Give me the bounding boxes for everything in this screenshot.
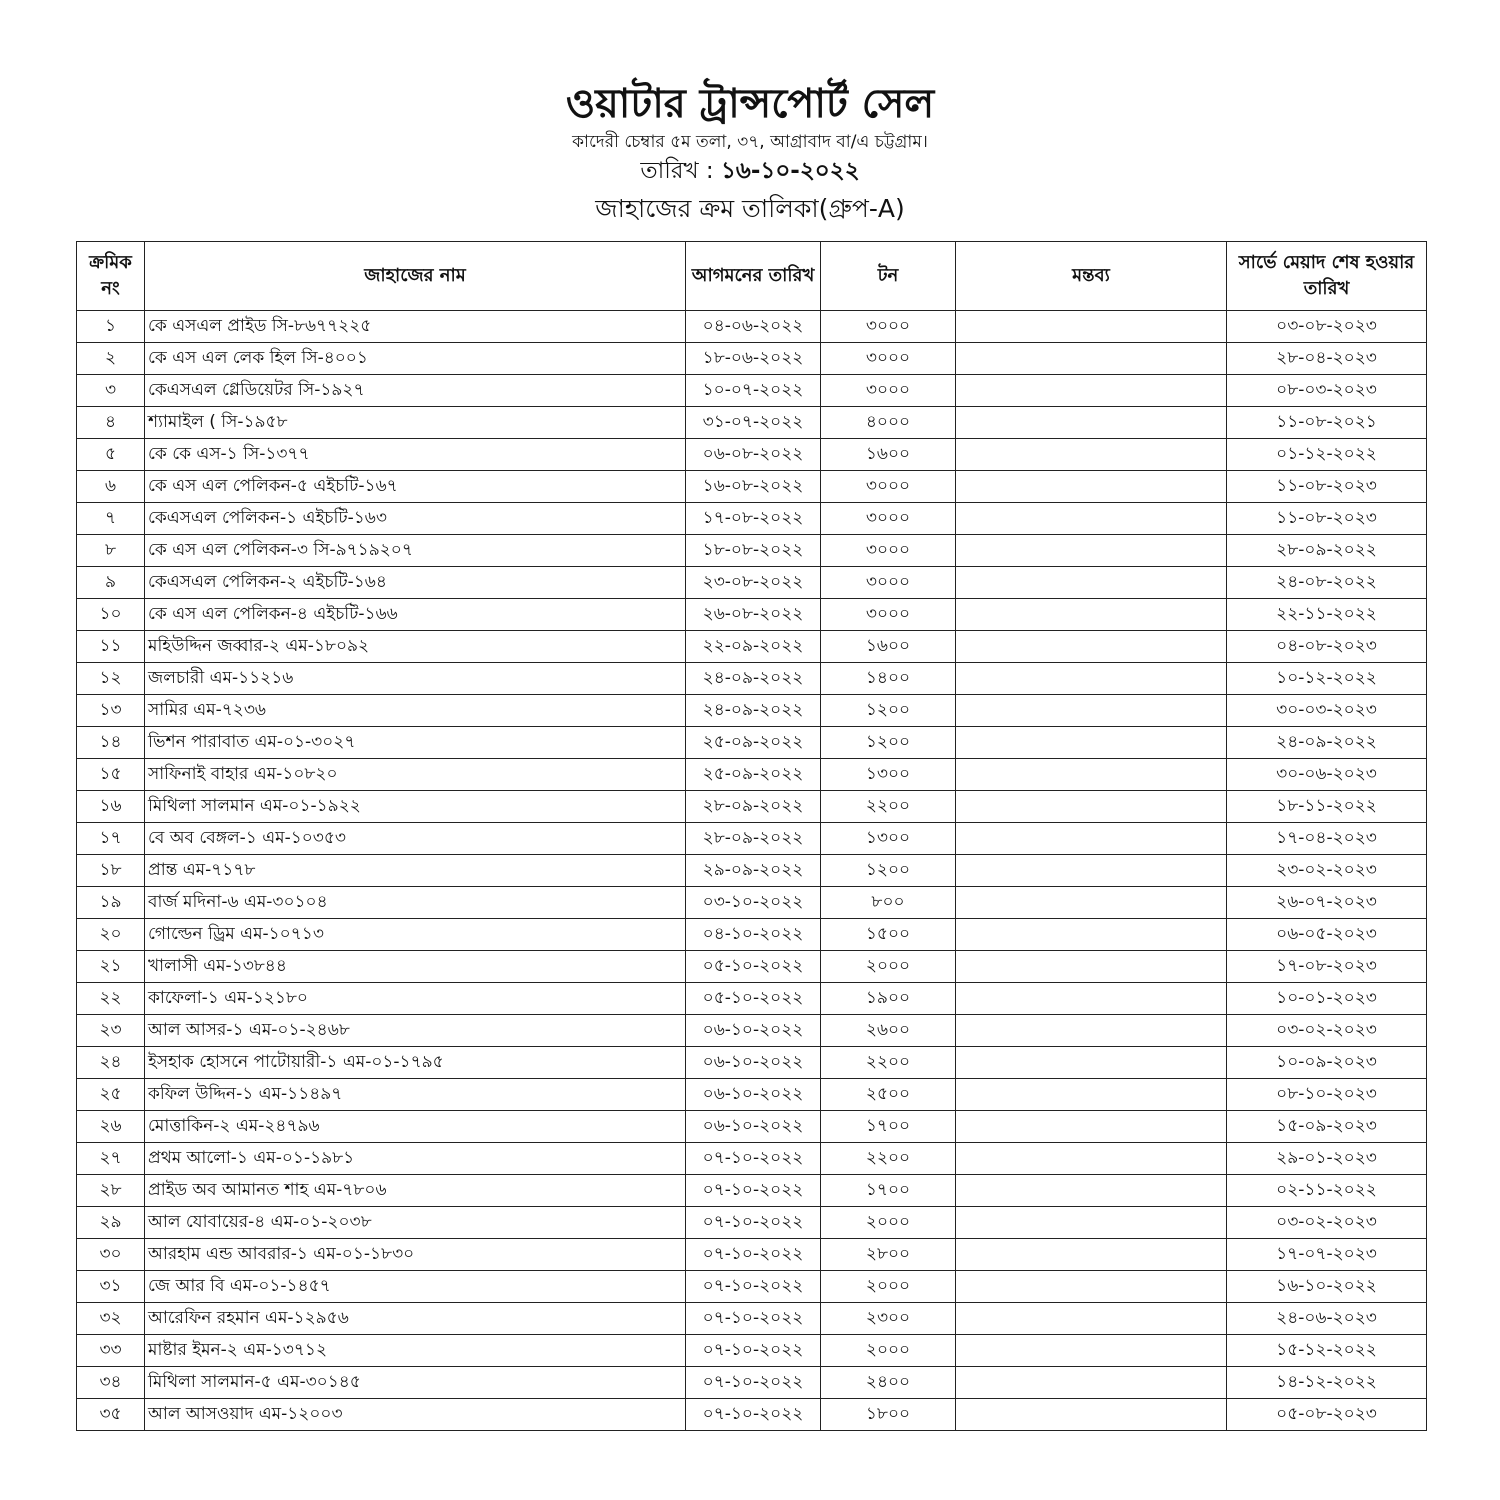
arrival-date-cell: ২৮-০৯-২০২২ [686,791,821,823]
table-row [77,535,1427,567]
arrival-date-cell: ০৭-১০-২০২২ [686,1143,821,1175]
survey-expiry-cell: ২৯-০১-২০২৩ [1227,1143,1427,1175]
ship-name-cell: কে এস এল পেলিকন-৫ এইচটি-১৬৭ [145,471,686,503]
ship-name-cell: কে কে এস-১ সি-১৩৭৭ [145,439,686,471]
serial-cell: ২৬ [77,1111,145,1143]
ship-name-cell: সামির এম-৭২৩৬ [145,695,686,727]
arrival-date-cell: ২৫-০৯-২০২২ [686,759,821,791]
serial-cell: ২২ [77,983,145,1015]
arrival-date-cell: ০৭-১০-২০২২ [686,1271,821,1303]
ship-name-cell: আল যোবায়ের-৪ এম-০১-২০৩৮ [145,1207,686,1239]
table-row [77,855,1427,887]
ship-name-cell: কেএসএল গ্লেডিয়েটর সি-১৯২৭ [145,375,686,407]
ton-cell: ১৮০০ [821,1399,956,1431]
arrival-date-cell: ০৭-১০-২০২২ [686,1303,821,1335]
column-header-arrival-date: আগমনের তারিখ [686,242,821,311]
column-header-survey-expiry: সার্ভে মেয়াদ শেষ হওয়ার তারিখ [1227,242,1427,311]
survey-expiry-cell: ১৬-১০-২০২২ [1227,1271,1427,1303]
remarks-cell [956,695,1227,727]
ship-name-cell: প্রান্ত এম-৭১৭৮ [145,855,686,887]
table-row [77,1399,1427,1431]
serial-cell: ৩৩ [77,1335,145,1367]
arrival-date-cell: ০৭-১০-২০২২ [686,1335,821,1367]
ton-cell: ২২০০ [821,1143,956,1175]
table-row [77,1367,1427,1399]
ton-cell: ১৬০০ [821,439,956,471]
ton-cell: ২৩০০ [821,1303,956,1335]
survey-expiry-cell: ১১-০৮-২০২৩ [1227,471,1427,503]
ton-cell: ৪০০০ [821,407,956,439]
ship-name-cell: মিথিলা সালমান-৫ এম-৩০১৪৫ [145,1367,686,1399]
serial-cell: ১ [77,311,145,343]
survey-expiry-cell: ১০-০১-২০২৩ [1227,983,1427,1015]
arrival-date-cell: ০৭-১০-২০২২ [686,1207,821,1239]
ship-name-cell: মহিউদ্দিন জব্বার-২ এম-১৮০৯২ [145,631,686,663]
remarks-cell [956,503,1227,535]
ship-name-cell: সাফিনাই বাহার এম-১০৮২০ [145,759,686,791]
remarks-cell [956,1015,1227,1047]
ton-cell: ৩০০০ [821,503,956,535]
arrival-date-cell: ১৭-০৮-২০২২ [686,503,821,535]
ton-cell: ১৫০০ [821,919,956,951]
ton-cell: ৩০০০ [821,535,956,567]
ton-cell: ১৩০০ [821,823,956,855]
table-row [77,1335,1427,1367]
remarks-cell [956,471,1227,503]
ton-cell: ১৭০০ [821,1175,956,1207]
ton-cell: ১৪০০ [821,663,956,695]
arrival-date-cell: ০৪-০৬-২০২২ [686,311,821,343]
serial-cell: ২১ [77,951,145,983]
serial-cell: ৪ [77,407,145,439]
serial-cell: ১২ [77,663,145,695]
arrival-date-cell: ২৫-০৯-২০২২ [686,727,821,759]
serial-cell: ১৪ [77,727,145,759]
remarks-cell [956,887,1227,919]
survey-expiry-cell: ১৮-১১-২০২২ [1227,791,1427,823]
arrival-date-cell: ০৭-১০-২০২২ [686,1239,821,1271]
table-row [77,471,1427,503]
table-row [77,1079,1427,1111]
survey-expiry-cell: ০৩-০২-২০২৩ [1227,1015,1427,1047]
survey-expiry-cell: ১৭-০৮-২০২৩ [1227,951,1427,983]
remarks-cell [956,663,1227,695]
table-row [77,983,1427,1015]
remarks-cell [956,1271,1227,1303]
survey-expiry-cell: ১০-০৯-২০২৩ [1227,1047,1427,1079]
ton-cell: ১৬০০ [821,631,956,663]
remarks-cell [956,343,1227,375]
survey-expiry-cell: ১৪-১২-২০২২ [1227,1367,1427,1399]
ship-name-cell: প্রাইড অব আমানত শাহ এম-৭৮০৬ [145,1175,686,1207]
remarks-cell [956,823,1227,855]
serial-cell: ১১ [77,631,145,663]
arrival-date-cell: ৩১-০৭-২০২২ [686,407,821,439]
remarks-cell [956,791,1227,823]
table-row [77,631,1427,663]
remarks-cell [956,759,1227,791]
table-row [77,823,1427,855]
serial-cell: ১৬ [77,791,145,823]
serial-cell: ২৩ [77,1015,145,1047]
serial-cell: ২৮ [77,1175,145,1207]
remarks-cell [956,1207,1227,1239]
remarks-cell [956,951,1227,983]
ton-cell: ২২০০ [821,791,956,823]
serial-cell: ১৭ [77,823,145,855]
table-row [77,375,1427,407]
serial-cell: ২৭ [77,1143,145,1175]
remarks-cell [956,535,1227,567]
arrival-date-cell: ০৫-১০-২০২২ [686,983,821,1015]
arrival-date-cell: ০৬-১০-২০২২ [686,1111,821,1143]
ton-cell: ২০০০ [821,951,956,983]
arrival-date-cell: ২৪-০৯-২০২২ [686,695,821,727]
date-value: ১৬-১০-২০২২ [720,158,860,184]
survey-expiry-cell: ০৩-০২-২০২৩ [1227,1207,1427,1239]
arrival-date-cell: ২৪-০৯-২০২২ [686,663,821,695]
serial-cell: ৩২ [77,1303,145,1335]
remarks-cell [956,631,1227,663]
survey-expiry-cell: ৩০-০৬-২০২৩ [1227,759,1427,791]
ton-cell: ২০০০ [821,1207,956,1239]
survey-expiry-cell: ২৬-০৭-২০২৩ [1227,887,1427,919]
ton-cell: ১২০০ [821,695,956,727]
ship-name-cell: বে অব বেঙ্গল-১ এম-১০৩৫৩ [145,823,686,855]
ship-name-cell: কে এস এল পেলিকন-৪ এইচটি-১৬৬ [145,599,686,631]
column-header-ton: টন [821,242,956,311]
serial-cell: ২ [77,343,145,375]
remarks-cell [956,1143,1227,1175]
table-row [77,663,1427,695]
survey-expiry-cell: ১৫-০৯-২০২৩ [1227,1111,1427,1143]
table-row [77,1207,1427,1239]
date-label: তারিখ : [640,158,721,184]
remarks-cell [956,1335,1227,1367]
table-row [77,759,1427,791]
survey-expiry-cell: ২৮-০৪-২০২৩ [1227,343,1427,375]
ship-name-cell: ইসহাক হোসনে পাটোয়ারী-১ এম-০১-১৭৯৫ [145,1047,686,1079]
remarks-cell [956,1399,1227,1431]
table-row [77,439,1427,471]
ton-cell: ২২০০ [821,1047,956,1079]
remarks-cell [956,1111,1227,1143]
survey-expiry-cell: ০৮-০৩-২০২৩ [1227,375,1427,407]
ship-name-cell: শ্যামাইল ( সি-১৯৫৮ [145,407,686,439]
remarks-cell [956,1367,1227,1399]
ship-name-cell: কে এস এল লেক হিল সি-৪০০১ [145,343,686,375]
serial-cell: ২৫ [77,1079,145,1111]
table-row [77,791,1427,823]
serial-cell: ৯ [77,567,145,599]
survey-expiry-cell: ০৮-১০-২০২৩ [1227,1079,1427,1111]
column-header-ship-name: জাহাজের নাম [145,242,686,311]
ship-name-cell: কেএসএল পেলিকন-১ এইচটি-১৬৩ [145,503,686,535]
serial-cell: ৩৫ [77,1399,145,1431]
arrival-date-cell: ০৩-১০-২০২২ [686,887,821,919]
remarks-cell [956,1175,1227,1207]
serial-cell: ২৯ [77,1207,145,1239]
table-row [77,1271,1427,1303]
ton-cell: ২৬০০ [821,1015,956,1047]
ship-name-cell: প্রথম আলো-১ এম-০১-১৯৮১ [145,1143,686,1175]
ton-cell: ১৭০০ [821,1111,956,1143]
ship-name-cell: মিথিলা সালমান এম-০১-১৯২২ [145,791,686,823]
remarks-cell [956,983,1227,1015]
serial-cell: ৭ [77,503,145,535]
ship-list-table [76,241,1427,1431]
ship-name-cell: আল আসর-১ এম-০১-২৪৬৮ [145,1015,686,1047]
table-row [77,407,1427,439]
remarks-cell [956,1079,1227,1111]
ship-name-cell: আল আসওয়াদ এম-১২০০৩ [145,1399,686,1431]
table-row [77,343,1427,375]
remarks-cell [956,599,1227,631]
ton-cell: ৮০০ [821,887,956,919]
ship-name-cell: গোল্ডেন ড্রিম এম-১০৭১৩ [145,919,686,951]
table-row [77,695,1427,727]
ship-name-cell: মোত্তাকিন-২ এম-২৪৭৯৬ [145,1111,686,1143]
remarks-cell [956,919,1227,951]
arrival-date-cell: ২৮-০৯-২০২২ [686,823,821,855]
serial-cell: ১৮ [77,855,145,887]
table-row [77,727,1427,759]
survey-expiry-cell: ২৪-০৮-২০২২ [1227,567,1427,599]
survey-expiry-cell: ২৪-০৯-২০২২ [1227,727,1427,759]
ton-cell: ৩০০০ [821,343,956,375]
serial-cell: ৩ [77,375,145,407]
survey-expiry-cell: ০৬-০৫-২০২৩ [1227,919,1427,951]
arrival-date-cell: ০৬-০৮-২০২২ [686,439,821,471]
table-row [77,1303,1427,1335]
ship-name-cell: কাফেলা-১ এম-১২১৮০ [145,983,686,1015]
arrival-date-cell: ১৬-০৮-২০২২ [686,471,821,503]
ton-cell: ১২০০ [821,855,956,887]
serial-cell: ৩১ [77,1271,145,1303]
table-row [77,567,1427,599]
remarks-cell [956,1303,1227,1335]
survey-expiry-cell: ২৪-০৬-২০২৩ [1227,1303,1427,1335]
ship-name-cell: কেএসএল পেলিকন-২ এইচটি-১৬৪ [145,567,686,599]
survey-expiry-cell: ৩০-০৩-২০২৩ [1227,695,1427,727]
table-row [77,919,1427,951]
column-header-remarks: মন্তব্য [956,242,1227,311]
arrival-date-cell: ০৫-১০-২০২২ [686,951,821,983]
ton-cell: ২৪০০ [821,1367,956,1399]
ton-cell: ১৩০০ [821,759,956,791]
ship-name-cell: ভিশন পারাবাত এম-০১-৩০২৭ [145,727,686,759]
serial-cell: ৮ [77,535,145,567]
ton-cell: ২০০০ [821,1335,956,1367]
survey-expiry-cell: ২২-১১-২০২২ [1227,599,1427,631]
ship-name-cell: খালাসী এম-১৩৮৪৪ [145,951,686,983]
ton-cell: ২৫০০ [821,1079,956,1111]
arrival-date-cell: ২৩-০৮-২০২২ [686,567,821,599]
serial-cell: ৬ [77,471,145,503]
remarks-cell [956,1239,1227,1271]
arrival-date-cell: ১৮-০৬-২০২২ [686,343,821,375]
survey-expiry-cell: ২৩-০২-২০২৩ [1227,855,1427,887]
survey-expiry-cell: ১৭-০৭-২০২৩ [1227,1239,1427,1271]
arrival-date-cell: ০৬-১০-২০২২ [686,1015,821,1047]
table-body [77,311,1427,1431]
remarks-cell [956,567,1227,599]
ton-cell: ৩০০০ [821,311,956,343]
serial-cell: ৫ [77,439,145,471]
ton-cell: ২৮০০ [821,1239,956,1271]
ship-name-cell: কে এসএল প্রাইড সি-৮৬৭৭২২৫ [145,311,686,343]
document-date [0,154,1500,188]
remarks-cell [956,855,1227,887]
table-row [77,887,1427,919]
ship-name-cell: জলচারী এম-১১২১৬ [145,663,686,695]
arrival-date-cell: ২৬-০৮-২০২২ [686,599,821,631]
serial-cell: ৩৪ [77,1367,145,1399]
serial-cell: ২০ [77,919,145,951]
survey-expiry-cell: ১১-০৮-২০২১ [1227,407,1427,439]
remarks-cell [956,727,1227,759]
ship-name-cell: আরহাম এন্ড আবরার-১ এম-০১-১৮৩০ [145,1239,686,1271]
survey-expiry-cell: ০২-১১-২০২২ [1227,1175,1427,1207]
serial-cell: ১৫ [77,759,145,791]
ship-name-cell: জে আর বি এম-০১-১৪৫৭ [145,1271,686,1303]
serial-cell: ৩০ [77,1239,145,1271]
table-row [77,311,1427,343]
serial-cell: ১৩ [77,695,145,727]
table-row [77,1047,1427,1079]
remarks-cell [956,311,1227,343]
ship-name-cell: বার্জ মদিনা-৬ এম-৩০১০৪ [145,887,686,919]
ton-cell: ৩০০০ [821,567,956,599]
serial-cell: ২৪ [77,1047,145,1079]
arrival-date-cell: ২৯-০৯-২০২২ [686,855,821,887]
table-row [77,1015,1427,1047]
ton-cell: ৩০০০ [821,375,956,407]
survey-expiry-cell: ২৮-০৯-২০২২ [1227,535,1427,567]
arrival-date-cell: ১০-০৭-২০২২ [686,375,821,407]
list-title: জাহাজের ক্রম তালিকা(গ্রুপ-A) [595,194,905,223]
arrival-date-cell: ২২-০৯-২০২২ [686,631,821,663]
table-row [77,503,1427,535]
survey-expiry-cell: ১০-১২-২০২২ [1227,663,1427,695]
ton-cell: ১২০০ [821,727,956,759]
survey-expiry-cell: ০৪-০৮-২০২৩ [1227,631,1427,663]
arrival-date-cell: ০৬-১০-২০২২ [686,1047,821,1079]
ton-cell: ৩০০০ [821,599,956,631]
serial-cell: ১৯ [77,887,145,919]
ship-name-cell: আরেফিন রহমান এম-১২৯৫৬ [145,1303,686,1335]
survey-expiry-cell: ০১-১২-২০২২ [1227,439,1427,471]
table-row [77,951,1427,983]
office-address: কাদেরী চেম্বার ৫ম তলা, ৩৭, আগ্রাবাদ বা/এ চট্টগ্রাম। [572,132,928,152]
ship-name-cell: মাষ্টার ইমন-২ এম-১৩৭১২ [145,1335,686,1367]
column-header-serial: ক্রমিক নং [77,242,145,311]
arrival-date-cell: ০৭-১০-২০২২ [686,1175,821,1207]
survey-expiry-cell: ১১-০৮-২০২৩ [1227,503,1427,535]
ton-cell: ২০০০ [821,1271,956,1303]
table-row [77,1143,1427,1175]
table-row [77,599,1427,631]
table-header-row [77,242,1427,311]
arrival-date-cell: ০৭-১০-২০২২ [686,1367,821,1399]
survey-expiry-cell: ১৭-০৪-২০২৩ [1227,823,1427,855]
table-row [77,1175,1427,1207]
ship-name-cell: কে এস এল পেলিকন-৩ সি-৯৭১৯২০৭ [145,535,686,567]
table-row [77,1111,1427,1143]
remarks-cell [956,375,1227,407]
ton-cell: ৩০০০ [821,471,956,503]
ton-cell: ১৯০০ [821,983,956,1015]
remarks-cell [956,439,1227,471]
arrival-date-cell: ০৪-১০-২০২২ [686,919,821,951]
arrival-date-cell: ১৮-০৮-২০২২ [686,535,821,567]
ship-name-cell: কফিল উদ্দিন-১ এম-১১৪৯৭ [145,1079,686,1111]
arrival-date-cell: ০৭-১০-২০২২ [686,1399,821,1431]
remarks-cell [956,407,1227,439]
table-row [77,1239,1427,1271]
organization-name: ওয়াটার ট্রান্সপোর্ট সেল [565,81,935,127]
serial-cell: ১০ [77,599,145,631]
survey-expiry-cell: ০৫-০৮-২০২৩ [1227,1399,1427,1431]
remarks-cell [956,1047,1227,1079]
survey-expiry-cell: ০৩-০৮-২০২৩ [1227,311,1427,343]
survey-expiry-cell: ১৫-১২-২০২২ [1227,1335,1427,1367]
arrival-date-cell: ০৬-১০-২০২২ [686,1079,821,1111]
